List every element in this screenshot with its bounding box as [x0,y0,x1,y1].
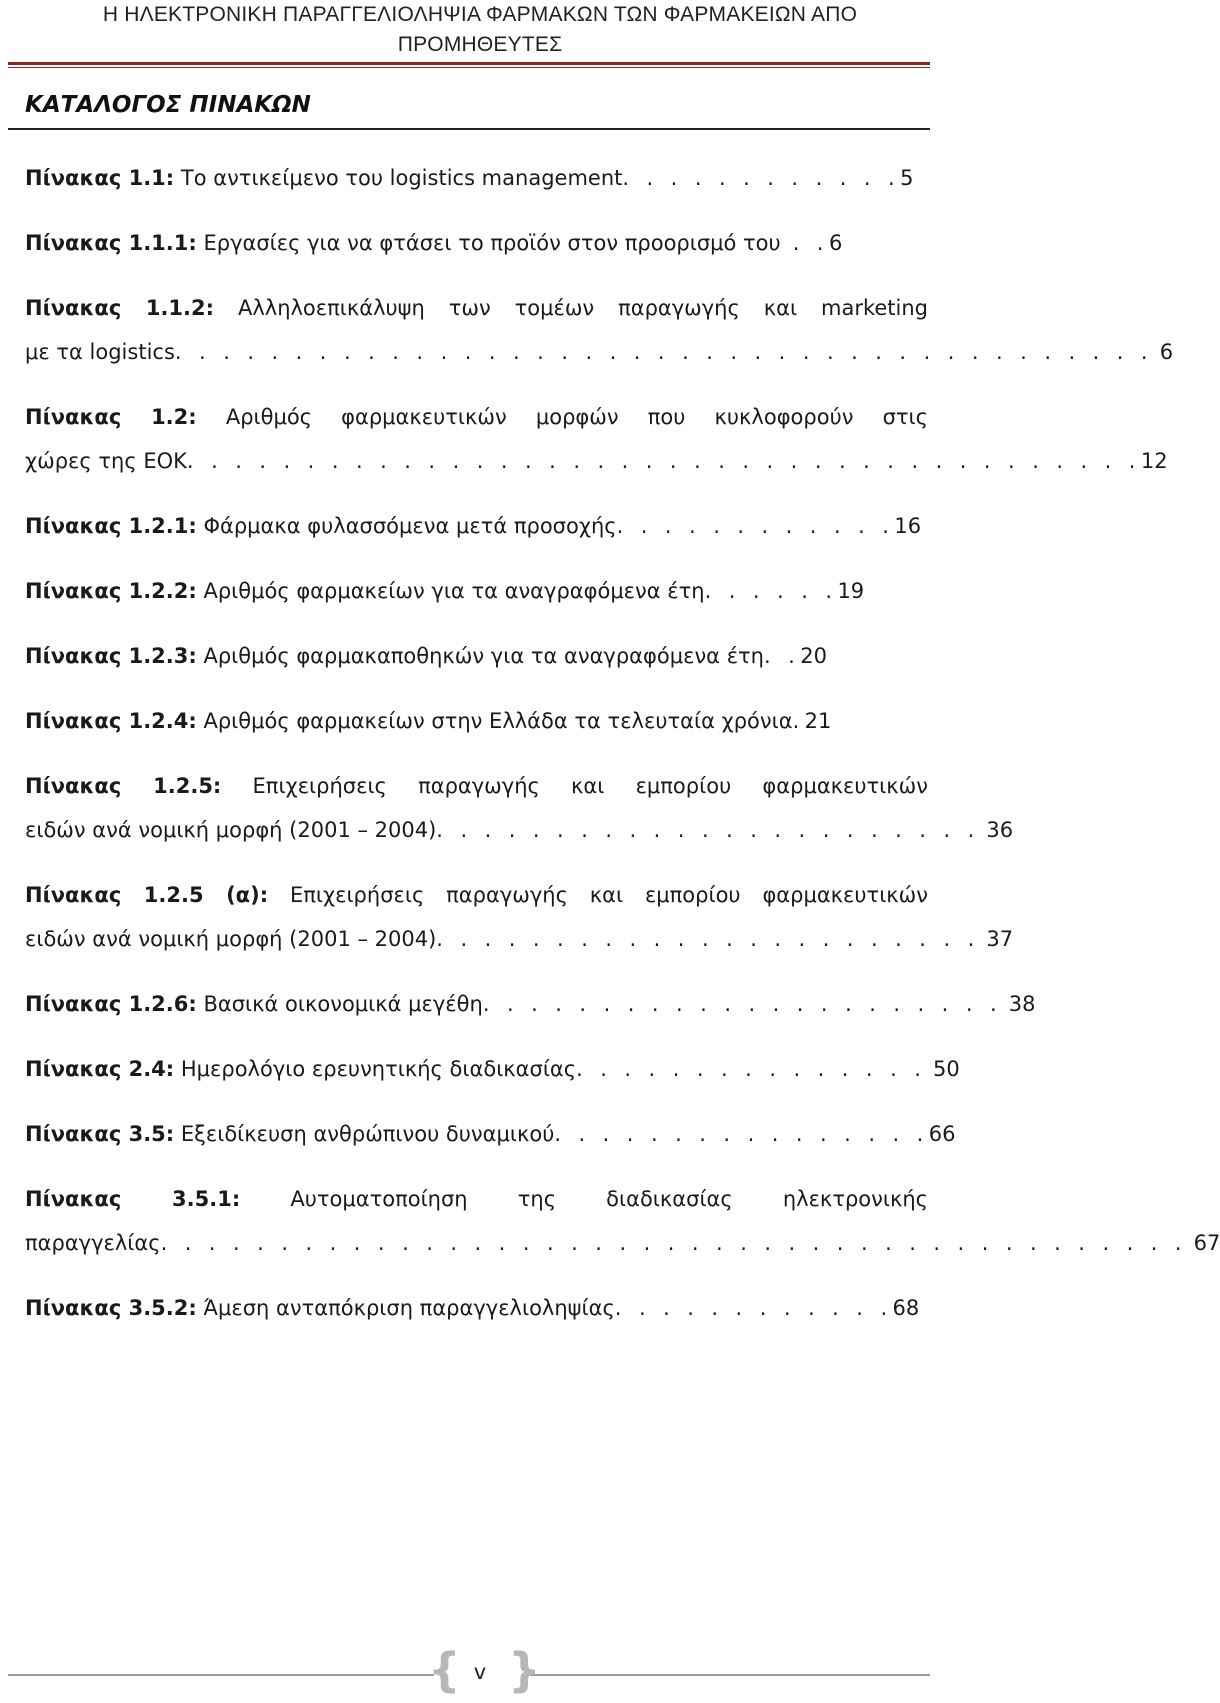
toc-line-2 [25,917,1014,961]
toc-entry-title: Άμεση ανταπόκριση παραγγελιοληψίας [196,1296,615,1320]
running-header [0,0,960,60]
toc-entry-title: Επιχειρήσεις παραγωγής και εμπορίου φαρμακευτικών [268,883,928,907]
toc-entry[interactable] [25,1177,1220,1265]
toc-page-number: 21 [804,709,832,733]
toc-line-1 [25,982,1036,1026]
toc-entry-title: Αυτοματοποίηση της διαδικασίας ηλεκτρονικής [240,1187,928,1211]
toc-entry[interactable] [25,221,928,265]
toc-entry-title: Αριθμός φαρμακείων για τα αναγραφόμενα έτη [196,579,705,603]
toc-leader-dots: . . . . . . . . . . . . [622,166,901,190]
toc-line-1 [25,1112,956,1156]
toc-leader-dots: . . . . . . . . . . . . . . . . . . . . . . . . . . . . . . . . . . . . . . . . [186,449,1141,473]
toc-entry[interactable] [25,699,928,743]
toc-page-number: 38 [1002,992,1036,1016]
toc-line-1 [25,395,928,439]
toc-page-number: 37 [979,927,1014,951]
toc-entry-title: Αριθμός φαρμακευτικών μορφών που κυκλοφορούν στις [196,405,928,429]
toc-entry-title-continued: ειδών ανά νομική μορφή (2001 – 2004) [25,927,437,951]
toc-line-2 [25,439,1168,483]
toc-page-number: 36 [979,818,1014,842]
toc-leader-dots: . [792,709,805,733]
toc-entry-label: Πίνακας 1.2.5: [25,774,222,798]
toc-entry-label: Πίνακας 1.1: [25,166,175,190]
toc-leader-dots: . . [780,231,829,255]
toc-entry-label: Πίνακας 1.2.1: [25,514,197,538]
toc-entry-title: Εξειδίκευση ανθρώπινου δυναμικού [174,1122,555,1146]
toc-entry[interactable] [25,764,1014,852]
section-title-rule [8,128,930,130]
toc-entry-label: Πίνακας 1.2.6: [25,992,197,1016]
toc-leader-dots: . . . . . . . . . . . . . . . . . . . . . . . . . . . . . . . . . . . . . . . . . [174,340,1154,364]
toc-line-2 [25,1221,1220,1265]
toc-entry-label: Πίνακας 2.4: [25,1057,175,1081]
toc-line-2 [25,330,1174,374]
toc-page-number: 19 [837,579,865,603]
toc-entry-label: Πίνακας 3.5: [25,1122,175,1146]
toc-page-number: 12 [1140,449,1168,473]
list-of-tables [25,156,1220,1351]
toc-entry-label: Πίνακας 1.2: [25,405,197,429]
section-title: ΚΑΤΑΛΟΓΟΣ ΠΙΝΑΚΩΝ [25,92,311,118]
toc-line-1 [25,873,928,917]
toc-entry[interactable] [25,1286,928,1330]
footer-rule-right [530,1674,930,1676]
toc-leader-dots: . . [764,644,801,668]
toc-entry[interactable] [25,1047,960,1091]
toc-entry[interactable] [25,395,1168,483]
toc-entry-label: Πίνακας 1.2.2: [25,579,197,603]
toc-entry-title-continued: χώρες της ΕΟΚ [25,449,187,473]
toc-page-number: 50 [926,1057,960,1081]
toc-line-1 [25,1047,960,1091]
toc-entry[interactable] [25,504,928,548]
footer-rule-left [8,1674,434,1676]
toc-entry-label: Πίνακας 1.2.5 (α): [25,883,269,907]
toc-line-1 [25,286,928,330]
toc-line-1 [25,569,928,613]
toc-leader-dots: . . . . . . . . . . . . . . . . [554,1122,929,1146]
toc-entry-title: Επιχειρήσεις παραγωγής και εμπορίου φαρμακευτικών [221,774,928,798]
toc-line-1 [25,764,928,808]
toc-leader-dots: . . . . . . . . . . . . . . . . . . . . . . [482,992,1003,1016]
toc-line-1 [25,156,928,200]
toc-entry-label: Πίνακας 3.5.2: [25,1296,197,1320]
toc-entry[interactable] [25,569,928,613]
toc-line-1 [25,221,928,265]
toc-entry-title-continued: παραγγελίας [25,1231,161,1255]
toc-page-number: 5 [900,166,914,190]
toc-line-1 [25,634,928,678]
toc-page-number: 66 [928,1122,956,1146]
toc-entry-title: Αλληλοεπικάλυψη των τομέων παραγωγής και marketing [214,296,928,320]
toc-entry[interactable] [25,634,928,678]
header-rule-thick [8,62,930,65]
toc-leader-dots: . . . . . . . . . . . . . . . . . . . . . . . [436,927,980,951]
toc-leader-dots: . . . . . . [704,579,838,603]
toc-line-1 [25,699,928,743]
toc-page-number: 6 [829,231,843,255]
toc-entry[interactable] [25,982,1036,1026]
header-rule-thin [8,67,930,68]
toc-entry-title: Βασικά οικονομικά μεγέθη [196,992,483,1016]
left-brace-ornament: { [428,1643,461,1697]
toc-entry-title: Εργασίες για να φτάσει το προϊόν στον προορισμό του [196,231,781,255]
page-footer [0,1643,960,1700]
right-brace-ornament: } [508,1643,541,1697]
toc-entry-label: Πίνακας 1.2.4: [25,709,197,733]
toc-page-number: 68 [892,1296,920,1320]
toc-entry-title: Αριθμός φαρμακαποθηκών για τα αναγραφόμενα έτη [196,644,764,668]
running-header-line-2: ΠΡΟΜΗΘΕΥΤΕΣ [397,33,563,56]
toc-entry-title: Φάρμακα φυλασσόμενα μετά προσοχής [196,514,617,538]
toc-leader-dots: . . . . . . . . . . . . . . . . . . . . . . . . . . . . . . . . . . . . . . . . . . . [160,1231,1187,1255]
toc-entry-label: Πίνακας 1.1.1: [25,231,197,255]
toc-page-number: 67 [1186,1231,1220,1255]
toc-leader-dots: . . . . . . . . . . . . [614,1296,893,1320]
toc-entry-label: Πίνακας 1.2.3: [25,644,197,668]
toc-entry-title-continued: ειδών ανά νομική μορφή (2001 – 2004) [25,818,437,842]
toc-line-1 [25,1177,928,1221]
toc-entry-label: Πίνακας 3.5.1: [25,1187,241,1211]
toc-entry[interactable] [25,286,1174,374]
toc-line-1 [25,504,928,548]
toc-entry-label: Πίνακας 1.1.2: [25,296,215,320]
running-header-line-1: Η ΗΛΕΚΤΡΟΝΙΚΗ ΠΑΡΑΓΓΕΛΙΟΛΗΨΙΑ ΦΑΡΜΑΚΩΝ ΤΩΝ ΦΑΡΜΑΚΕΙΩΝ ΑΠΟ [102,3,858,26]
toc-page-number: 20 [800,644,827,668]
toc-page-number: 6 [1153,340,1174,364]
toc-entry[interactable] [25,1112,956,1156]
toc-entry-title-continued: με τα logistics [25,340,175,364]
toc-line-2 [25,808,1014,852]
page-number: v [473,1660,487,1684]
toc-leader-dots: . . . . . . . . . . . . [616,514,895,538]
toc-entry-title: Ημερολόγιο ερευνητικής διαδικασίας [174,1057,577,1081]
toc-entry-title: Αριθμός φαρμακείων στην Ελλάδα τα τελευταία χρόνια [196,709,793,733]
toc-entry[interactable] [25,156,928,200]
toc-line-1 [25,1286,928,1330]
toc-leader-dots: . . . . . . . . . . . . . . . . . . . . . . . [436,818,980,842]
toc-entry-title: Το αντικείμενο του logistics management [174,166,623,190]
toc-entry[interactable] [25,873,1014,961]
toc-page-number: 16 [894,514,922,538]
toc-leader-dots: . . . . . . . . . . . . . . . [576,1057,927,1081]
